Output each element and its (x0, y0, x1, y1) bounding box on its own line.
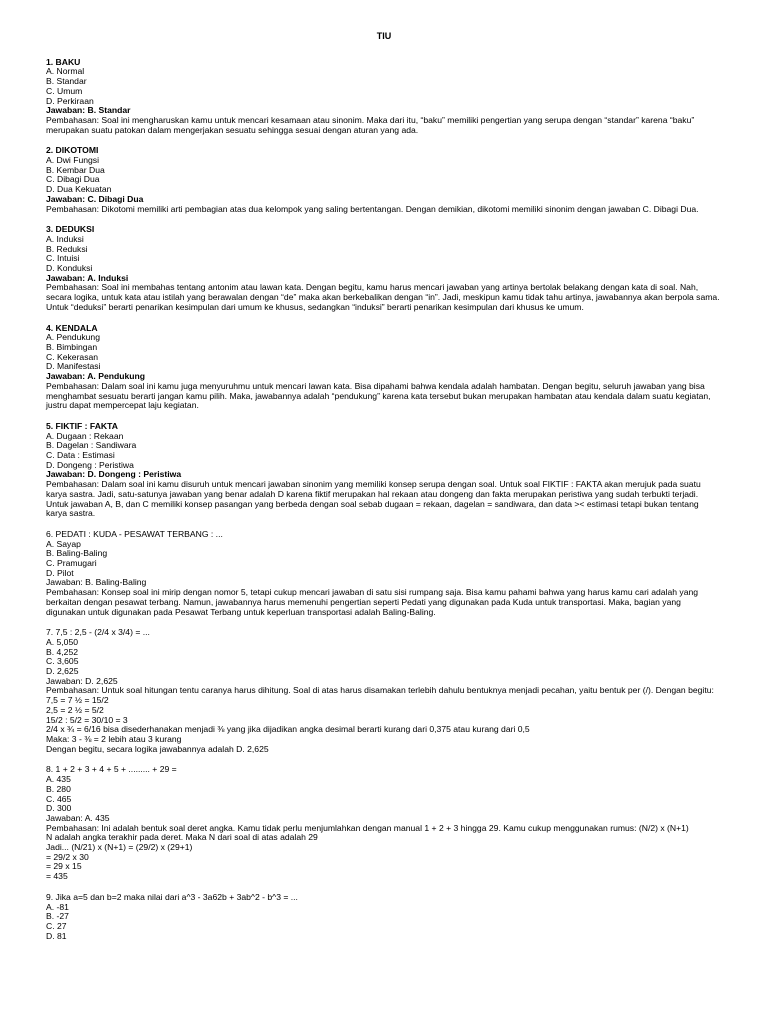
answer-option: D. Pilot (46, 567, 74, 578)
answer-option: D. Perkiraan (46, 95, 94, 106)
explanation-text: Pembahasan: Dalam soal ini kamu disuruh untuk mencari jawaban sinonim yang memiliki konsep serupa dengan soal. Untuk soal FIKTIF : FAKTA akan merujuk pada suatu karya sastra. Jadi, satu-satunya jawaban yang benar adalah D karena fiktif merupakan hal rekaan atau dongeng dan fakta merupakan peristiwa yang sudah terbukti terjadi. Untuk jawaban A, B, dan C memiliki konsep pasangan yang berbeda dengan soal sebab dugaan = rekaan, dagelan = sandiwara, dan data >< estimasi tetapi bukan tentang karya sastra. (46, 479, 701, 519)
answer-option: C. Kekerasan (46, 351, 99, 362)
answer-option: D. Dongeng : Peristiwa (46, 459, 134, 470)
page-title: TIU (376, 31, 392, 41)
answer-key: Jawaban: B. Standar (46, 105, 131, 116)
answer-option: C. 465 (46, 793, 72, 804)
answer-option: B. Bimbingan (46, 341, 98, 352)
explanation-text: 7,5 = 7 ½ = 15/2 (46, 695, 109, 706)
question-heading: 1. BAKU (46, 56, 81, 67)
answer-key: Jawaban: A. 435 (46, 812, 110, 823)
explanation-text: N adalah angka terakhir pada deret. Maka N dari soal di atas adalah 29 (46, 832, 318, 843)
question-heading: 6. PEDATI : KUDA - PESAWAT TERBANG : ... (46, 528, 223, 539)
explanation-text: 2/4 x ¾ = 6/16 bisa disederhanakan menjadi ⅜ yang jika dijadikan angka desimal berarti kurang dari 0,375 atau kurang dari 0,5 (46, 724, 530, 735)
explanation-text: 15/2 : 5/2 = 30/10 = 3 (46, 714, 128, 725)
answer-key: Jawaban: B. Baling-Baling (46, 577, 147, 588)
answer-option: D. 81 (46, 930, 67, 941)
explanation-text: Pembahasan: Dikotomi memiliki arti pembagian atas dua kelompok yang saling bertentangan. Dengan demikian, dikotomi memiliki sinonim dengan jawaban C. Dibagi Dua. (46, 203, 699, 214)
explanation-text: 2,5 = 2 ½ = 5/2 (46, 704, 104, 715)
question-block (46, 765, 722, 881)
question-block (46, 422, 722, 519)
answer-option: D. Konduksi (46, 263, 93, 274)
explanation-text: Pembahasan: Soal ini membahas tentang antonim atau lawan kata. Dengan begitu, kamu harus mencari jawaban yang artinya bertolak belakang dengan kata di soal. Nah, secara logika, untuk kata atau istilah yang berawalan dengan “de” maka akan berkebalikan dengan “in”. Jadi, meskipun kamu tidak tahu artinya, jawabannya akan berpola sama. (46, 282, 720, 303)
answer-key: Jawaban: D. 2,625 (46, 675, 118, 686)
answer-option: D. Dua Kekuatan (46, 184, 112, 195)
answer-option: C. Dibagi Dua (46, 174, 100, 185)
answer-option: C. 3,605 (46, 656, 79, 667)
question-heading: 9. Jika a=5 dan b=2 maka nilai dari a^3 - 3a62b + 3ab^2 - b^3 = ... (46, 891, 298, 902)
explanation-text: Dengan begitu, secara logika jawabannya adalah D. 2,625 (46, 743, 269, 754)
question-list (46, 58, 722, 942)
answer-option: A. Induksi (46, 233, 84, 244)
question-heading: 5. FIKTIF : FAKTA (46, 420, 118, 431)
question-heading: 4. KENDALA (46, 322, 98, 333)
question-heading: 3. DEDUKSI (46, 224, 95, 235)
answer-option: D. 300 (46, 803, 72, 814)
answer-option: A. -81 (46, 901, 69, 912)
answer-option: B. -27 (46, 911, 69, 922)
explanation-text: Pembahasan: Ini adalah bentuk soal deret angka. Kamu tidak perlu menjumlahkan dengan manual 1 + 2 + 3 hingga 29. Kamu cukup menggunakan rumus: (N/2) x (N+1) (46, 822, 689, 833)
explanation-text: = 29/2 x 30 (46, 851, 89, 862)
explanation-text: Pembahasan: Soal ini mengharuskan kamu untuk mencari kesamaan atau sinonim. Maka dari itu, “baku” memiliki pengertian yang serupa dengan “standar” karena “baku” merupakan suatu patokan dalam mengerjakan sesuatu sehingga sesuai dengan aturan yang ada. (46, 114, 695, 135)
answer-option: B. Reduksi (46, 243, 88, 254)
question-block (46, 146, 722, 214)
answer-option: C. Intuisi (46, 253, 80, 264)
answer-option: B. Kembar Dua (46, 164, 105, 175)
answer-key: Jawaban: A. Induksi (46, 272, 129, 283)
answer-option: C. Pramugari (46, 558, 97, 569)
question-block (46, 225, 722, 312)
question-block (46, 628, 722, 754)
answer-option: A. Dwi Fungsi (46, 155, 100, 166)
answer-option: A. 435 (46, 774, 71, 785)
document-body (46, 32, 722, 952)
answer-key: Jawaban: D. Dongeng : Peristiwa (46, 469, 182, 480)
question-block (46, 530, 722, 617)
answer-option: A. Pendukung (46, 332, 100, 343)
explanation-text: Untuk “deduksi” berarti penarikan kesimpulan dari umum ke khusus, sedangkan “induksi” berarti penarikan kesimpulan dari khusus ke umum. (46, 301, 584, 312)
explanation-text: = 29 x 15 (46, 861, 82, 872)
answer-option: C. 27 (46, 920, 67, 931)
question-heading: 2. DIKOTOMI (46, 145, 99, 156)
explanation-text: Jadi... (N/21) x (N+1) = (29/2) x (29+1) (46, 842, 193, 853)
question-heading: 8. 1 + 2 + 3 + 4 + 5 + ......... + 29 = (46, 764, 177, 775)
question-block (46, 324, 722, 411)
answer-key: Jawaban: C. Dibagi Dua (46, 193, 144, 204)
answer-option: C. Umum (46, 85, 83, 96)
explanation-text: Maka: 3 - ⅜ = 2 lebih atau 3 kurang (46, 734, 182, 744)
question-block (46, 58, 722, 136)
answer-option: B. 280 (46, 783, 71, 794)
answer-option: A. 5,050 (46, 636, 79, 647)
explanation-text: Pembahasan: Konsep soal ini mirip dengan nomor 5, tetapi cukup mencari jawaban di satu sisi rumpang saja. Bisa kamu pahami bahwa yang harus kamu cari adalah yang berkaitan dengan pesawat terbang. Namun, jawabannya harus memenuhi pengertian seperti Pedati yang digunakan pada Kuda untuk transportasi. Maka, bagian yang digunakan untuk digunakan pada Pesawat Terbang untuk keperluan transportasi adalah Baling-Baling. (46, 587, 699, 617)
explanation-text: Pembahasan: Dalam soal ini kamu juga menyuruhmu untuk mencari lawan kata. Bisa dipahami bahwa kendala adalah hambatan. Dengan begitu, seluruh jawaban yang bisa menghambat sesuatu berarti jangan kamu pilih. Maka, jawabannya adalah “pendukung” karena kata tersebut bukan merupakan hambatan atau kendala dalam suatu kegiatan, justru dapat mempercepat laju kegiatan. (46, 380, 711, 411)
answer-key: Jawaban: A. Pendukung (46, 371, 145, 382)
explanation-text: = 435 (46, 871, 68, 882)
explanation-text: Pembahasan: Untuk soal hitungan tentu caranya harus dihitung. Soal di atas harus disamakan terlebih dahulu bentuknya menjadi pecahan, yaitu bentuk per (/). Dengan begitu: (46, 685, 714, 696)
answer-option: D. Manifestasi (46, 361, 101, 372)
answer-option: B. Dagelan : Sandiwara (46, 440, 137, 451)
answer-option: B. 4,252 (46, 646, 79, 657)
answer-option: A. Normal (46, 66, 85, 77)
answer-option: A. Dugaan : Rekaan (46, 430, 124, 441)
answer-option: C. Data : Estimasi (46, 450, 115, 461)
answer-option: B. Standar (46, 76, 87, 87)
answer-option: A. Sayap (46, 538, 81, 549)
answer-option: B. Baling-Baling (46, 548, 108, 559)
question-block (46, 893, 722, 942)
answer-option: D. 2,625 (46, 666, 79, 677)
question-heading: 7. 7,5 : 2,5 - (2/4 x 3/4) = ... (46, 627, 150, 638)
